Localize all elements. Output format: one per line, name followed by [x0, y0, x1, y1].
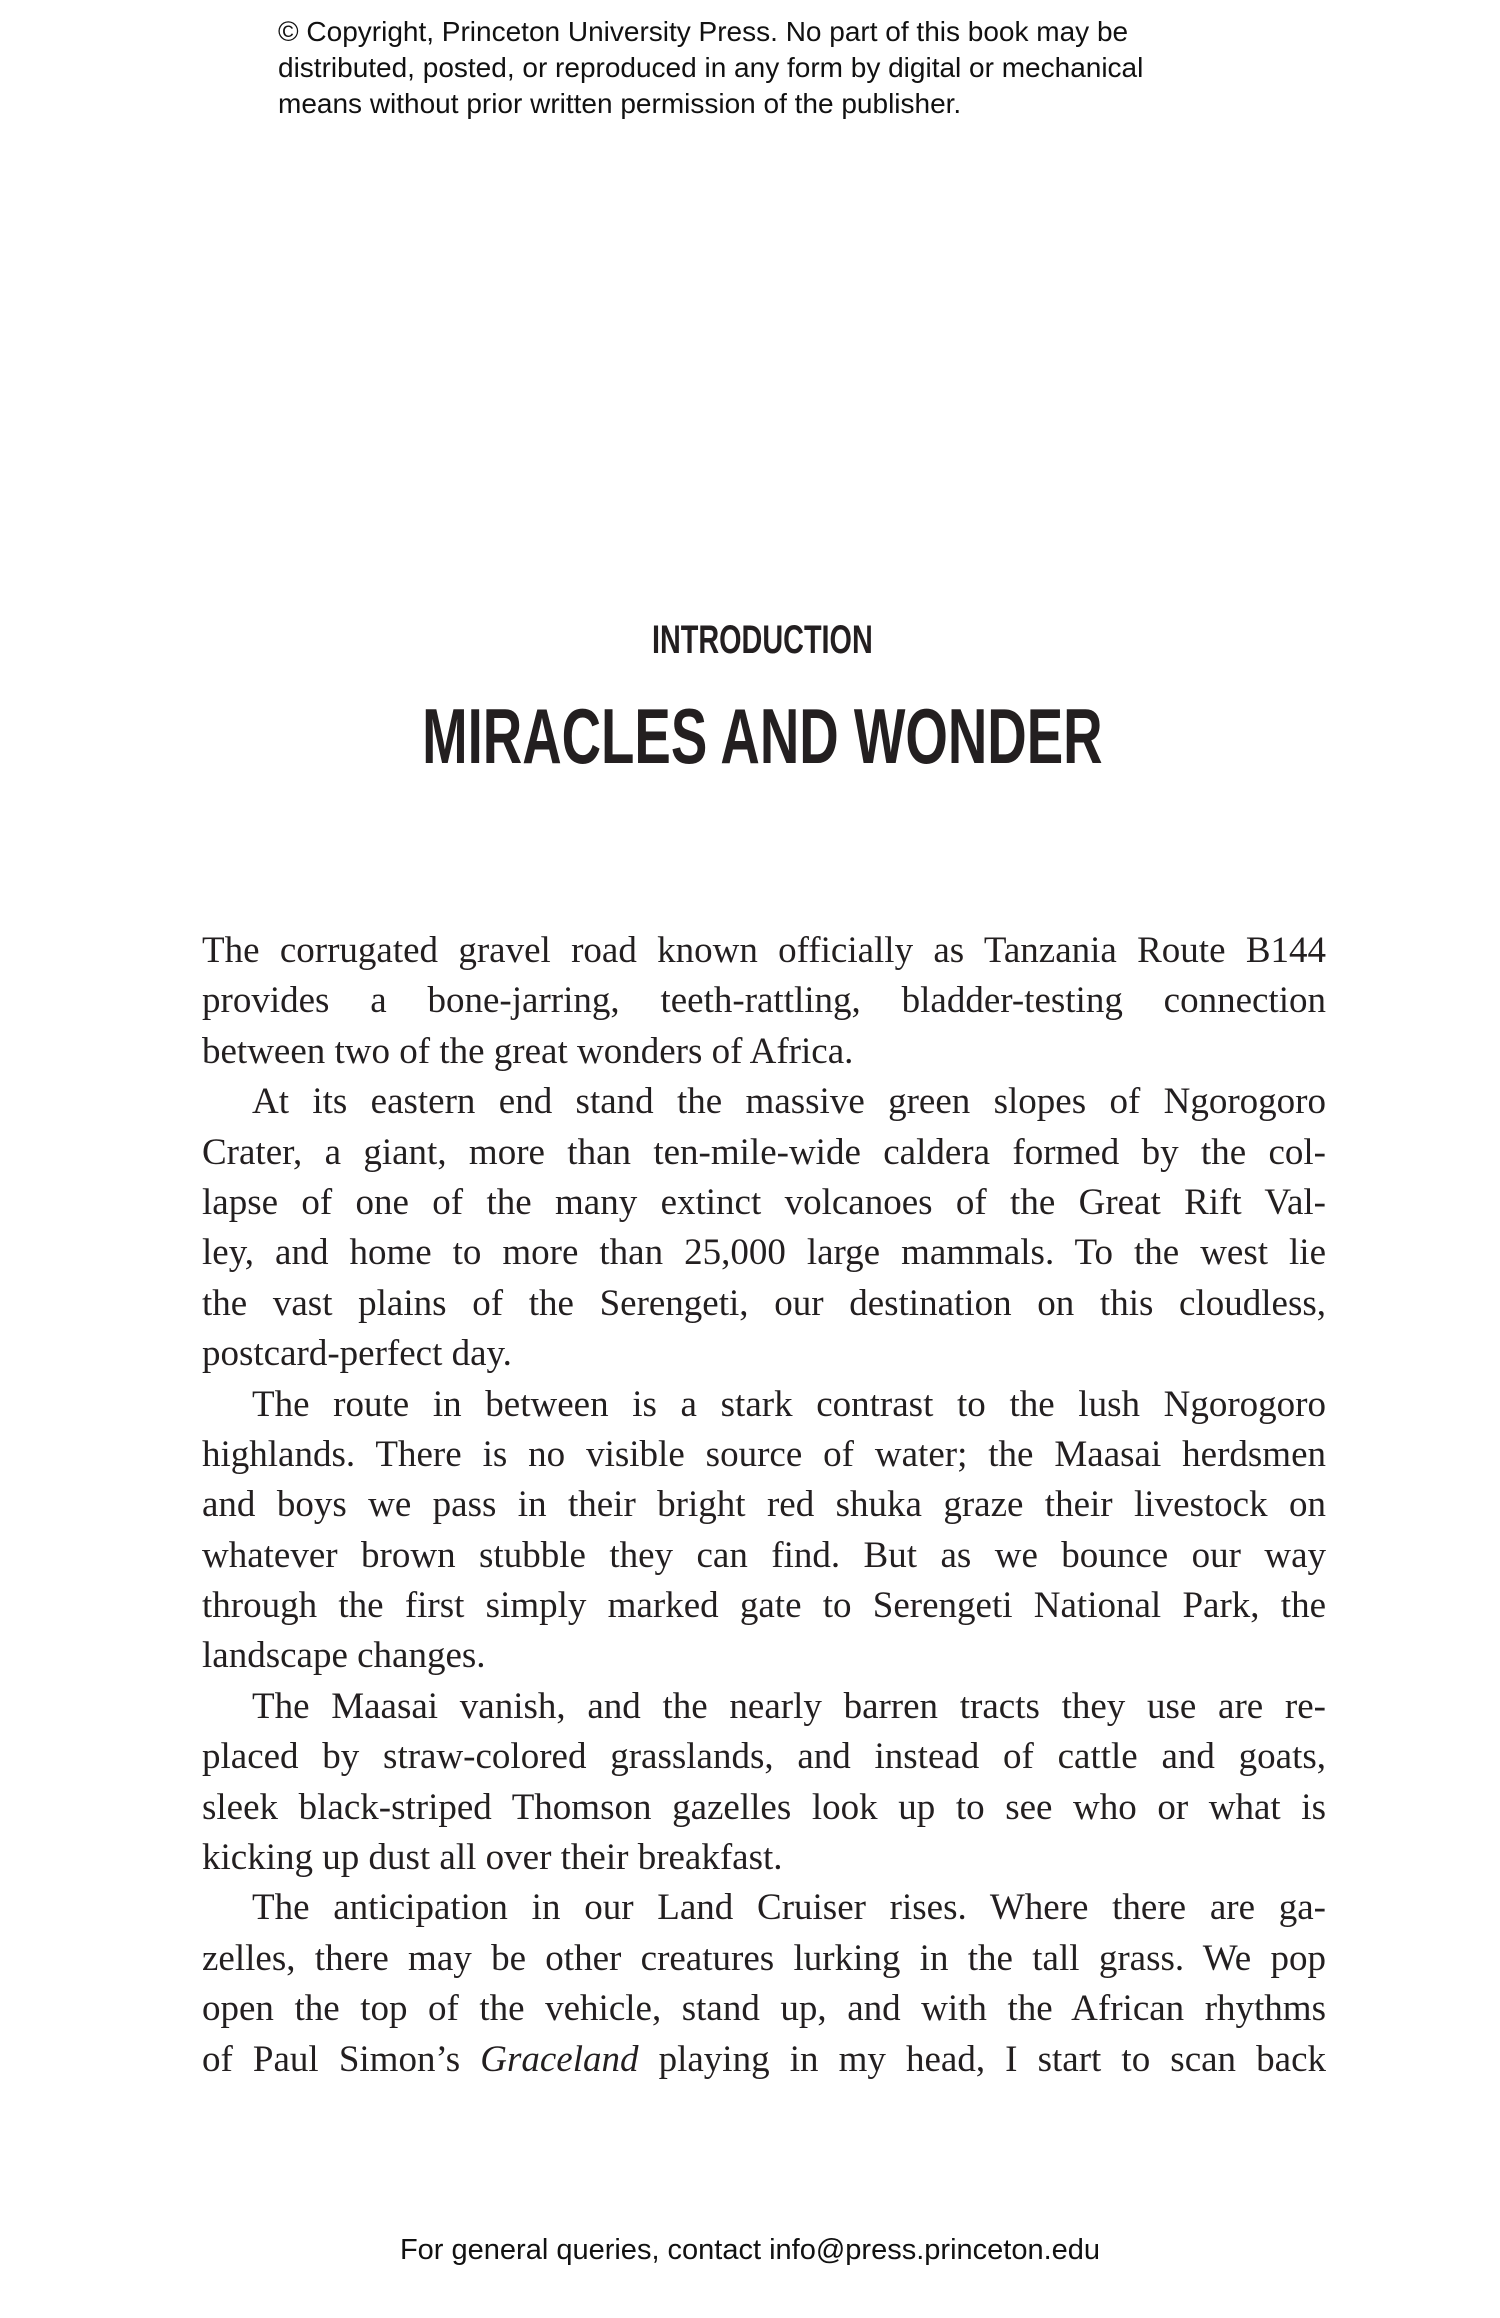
body-line: Crater, a giant, more than ten-mile-wide caldera formed by the col-: [202, 1131, 1326, 1173]
body-line: placed by straw-colored grasslands, and instead of cattle and goats,: [202, 1736, 1326, 1778]
body-line: postcard-perfect day.: [202, 1333, 512, 1375]
body-line: ley, and home to more than 25,000 large mammals. To the west lie: [202, 1232, 1326, 1274]
chapter-label: INTRODUCTION: [651, 618, 873, 662]
body-line: provides a bone-jarring, teeth-rattling, bladder-testing connection: [202, 980, 1326, 1022]
body-line: highlands. There is no visible source of water; the Maasai herdsmen: [202, 1433, 1326, 1475]
chapter-title: MIRACLES AND WONDER: [422, 692, 1103, 780]
body-line: open the top of the vehicle, stand up, and with the African rhythms: [202, 1988, 1326, 2030]
body-line: zelles, there may be other creatures lurking in the tall grass. We pop: [202, 1937, 1326, 1979]
body-line: sleek black-striped Thomson gazelles look up to see who or what is: [202, 1786, 1326, 1828]
body-line: between two of the great wonders of Africa.: [202, 1030, 854, 1072]
copyright-line: distributed, posted, or reproduced in any form by digital or mechanical: [278, 52, 1144, 83]
book-title-graceland: Graceland: [480, 2038, 639, 2080]
body-line: The anticipation in our Land Cruiser rises. Where there are ga-: [252, 1887, 1326, 1929]
body-line: and boys we pass in their bright red shuka graze their livestock on: [202, 1484, 1326, 1526]
body-line: whatever brown stubble they can find. But as we bounce our way: [202, 1534, 1326, 1576]
body-line: kicking up dust all over their breakfast.: [202, 1837, 783, 1879]
body-line: landscape changes.: [202, 1635, 486, 1677]
copyright-line: means without prior written permission of the publisher.: [278, 88, 962, 119]
body-line: The Maasai vanish, and the nearly barren tracts they use are re-: [252, 1685, 1326, 1727]
copyright-line: © Copyright, Princeton University Press. No part of this book may be: [278, 16, 1129, 47]
body-text: [202, 926, 1326, 2085]
body-line-segment: of Paul Simon’s: [202, 2038, 481, 2080]
body-line: At its eastern end stand the massive green slopes of Ngorogoro: [252, 1081, 1326, 1123]
body-line: [202, 2035, 1326, 2085]
body-line-segment: playing in my head, I start to scan back: [638, 2038, 1327, 2080]
body-line: through the first simply marked gate to Serengeti National Park, the: [202, 1585, 1326, 1627]
copyright-notice: [278, 14, 1278, 122]
footer-contact: For general queries, contact info@press.princeton.edu: [399, 2234, 1101, 2266]
body-line: lapse of one of the many extinct volcanoes of the Great Rift Val-: [202, 1181, 1326, 1223]
body-line: The corrugated gravel road known officially as Tanzania Route B144: [202, 930, 1326, 971]
body-line: The route in between is a stark contrast to the lush Ngorogoro: [252, 1383, 1326, 1425]
body-line: the vast plains of the Serengeti, our destination on this cloudless,: [202, 1282, 1326, 1324]
